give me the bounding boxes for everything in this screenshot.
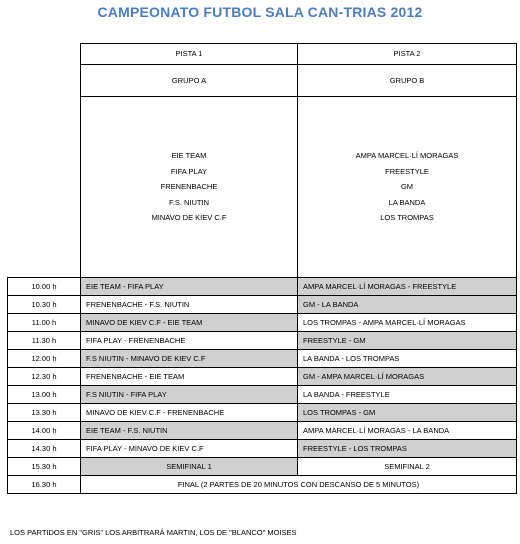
team-name: LA BANDA bbox=[388, 197, 426, 207]
pista-1-match: FRENENBACHE - F.S. NIUTIN bbox=[81, 296, 298, 314]
blank-cell bbox=[8, 97, 81, 278]
referee-note: LOS PARTIDOS EN "GRIS" LOS ARBITRARÁ MARTIN, LOS DE "BLANCO" MOISES bbox=[10, 528, 297, 537]
final-row bbox=[8, 476, 517, 494]
pista-2-match: AMPA MARCEL·LÍ MORAGAS - LA BANDA bbox=[298, 422, 517, 440]
final-cell: FINAL (2 PARTES DE 20 MINUTOS CON DESCANSO DE 5 MINUTOS) bbox=[81, 476, 517, 494]
pista-2-match: AMPA MARCEL·LÍ MORAGAS - FREESTYLE bbox=[298, 278, 517, 296]
pista-2-header: PISTA 2 bbox=[298, 44, 517, 65]
time-cell: 10.00 h bbox=[8, 278, 81, 296]
match-row bbox=[8, 440, 517, 458]
schedule-table bbox=[7, 43, 517, 494]
pista-1-match: EIE TEAM - F.S. NIUTIN bbox=[81, 422, 298, 440]
time-cell: 14.00 h bbox=[8, 422, 81, 440]
pista-header-row bbox=[8, 44, 517, 65]
time-cell: 12.30 h bbox=[8, 368, 81, 386]
time-cell: 13.30 h bbox=[8, 404, 81, 422]
grupo-b-header: GRUPO B bbox=[298, 65, 517, 97]
grupo-a-header: GRUPO A bbox=[81, 65, 298, 97]
pista-1-match: FIFA PLAY - MINAVO DE KIEV C.F bbox=[81, 440, 298, 458]
pista-2-match: GM - LA BANDA bbox=[298, 296, 517, 314]
teams-row bbox=[8, 97, 517, 278]
match-row bbox=[8, 404, 517, 422]
semifinal-2: SEMIFINAL 2 bbox=[298, 458, 517, 476]
pista-1-match: MINAVO DE KIEV C.F - FRENENBACHE bbox=[81, 404, 298, 422]
team-name: AMPA MARCEL·LÍ MORAGAS bbox=[355, 151, 459, 161]
time-cell: 10.30 h bbox=[8, 296, 81, 314]
match-row bbox=[8, 350, 517, 368]
match-row bbox=[8, 296, 517, 314]
match-row bbox=[8, 332, 517, 350]
team-name: GM bbox=[400, 182, 414, 192]
time-cell: 11.00 h bbox=[8, 314, 81, 332]
pista-2-match: LA BANDA - FREESTYLE bbox=[298, 386, 517, 404]
semifinal-1: SEMIFINAL 1 bbox=[81, 458, 298, 476]
pista-2-match: LOS TROMPAS - AMPA MARCEL·LÍ MORAGAS bbox=[298, 314, 517, 332]
time-cell: 12.00 h bbox=[8, 350, 81, 368]
pista-1-match: F.S NIUTIN - FIFA PLAY bbox=[81, 386, 298, 404]
page-title: CAMPEONATO FUTBOL SALA CAN-TRIAS 2012 bbox=[97, 4, 423, 20]
team-name: EIE TEAM bbox=[171, 151, 207, 161]
match-row bbox=[8, 368, 517, 386]
pista-2-match: LOS TROMPAS - GM bbox=[298, 404, 517, 422]
match-row bbox=[8, 278, 517, 296]
time-cell: 16.30 h bbox=[8, 476, 81, 494]
pista-1-match: EIE TEAM - FIFA PLAY bbox=[81, 278, 298, 296]
pista-1-match: FIFA PLAY - FRENENBACHE bbox=[81, 332, 298, 350]
pista-2-match: FREESTYLE - LOS TROMPAS bbox=[298, 440, 517, 458]
pista-1-match: F.S NIUTIN - MINAVO DE KIEV C.F bbox=[81, 350, 298, 368]
group-a-teams bbox=[81, 97, 298, 278]
team-name: MINAVO DE KIEV C.F bbox=[151, 213, 227, 223]
time-cell: 13.00 h bbox=[8, 386, 81, 404]
time-cell: 15.30 h bbox=[8, 458, 81, 476]
group-b-teams bbox=[298, 97, 517, 278]
team-name: LOS TROMPAS bbox=[380, 213, 434, 223]
match-row bbox=[8, 386, 517, 404]
blank-cell bbox=[8, 65, 81, 97]
team-name: F.S. NIUTIN bbox=[168, 197, 209, 207]
team-name: FREESTYLE bbox=[385, 166, 429, 176]
blank-cell bbox=[8, 44, 81, 65]
pista-1-match: MINAVO DE KIEV C.F - EIE TEAM bbox=[81, 314, 298, 332]
grupo-header-row bbox=[8, 65, 517, 97]
time-cell: 11.30 h bbox=[8, 332, 81, 350]
pista-2-match: FREESTYLE - GM bbox=[298, 332, 517, 350]
pista-2-match: GM - AMPA MARCEL·LÍ MORAGAS bbox=[298, 368, 517, 386]
pista-1-header: PISTA 1 bbox=[81, 44, 298, 65]
team-name: FIFA PLAY bbox=[170, 166, 208, 176]
time-cell: 14.30 h bbox=[8, 440, 81, 458]
pista-1-match: FRENENBACHE - EIE TEAM bbox=[81, 368, 298, 386]
match-row bbox=[8, 422, 517, 440]
match-row bbox=[8, 314, 517, 332]
team-name: FRENENBACHE bbox=[160, 182, 218, 192]
pista-2-match: LA BANDA - LOS TROMPAS bbox=[298, 350, 517, 368]
semifinal-row bbox=[8, 458, 517, 476]
